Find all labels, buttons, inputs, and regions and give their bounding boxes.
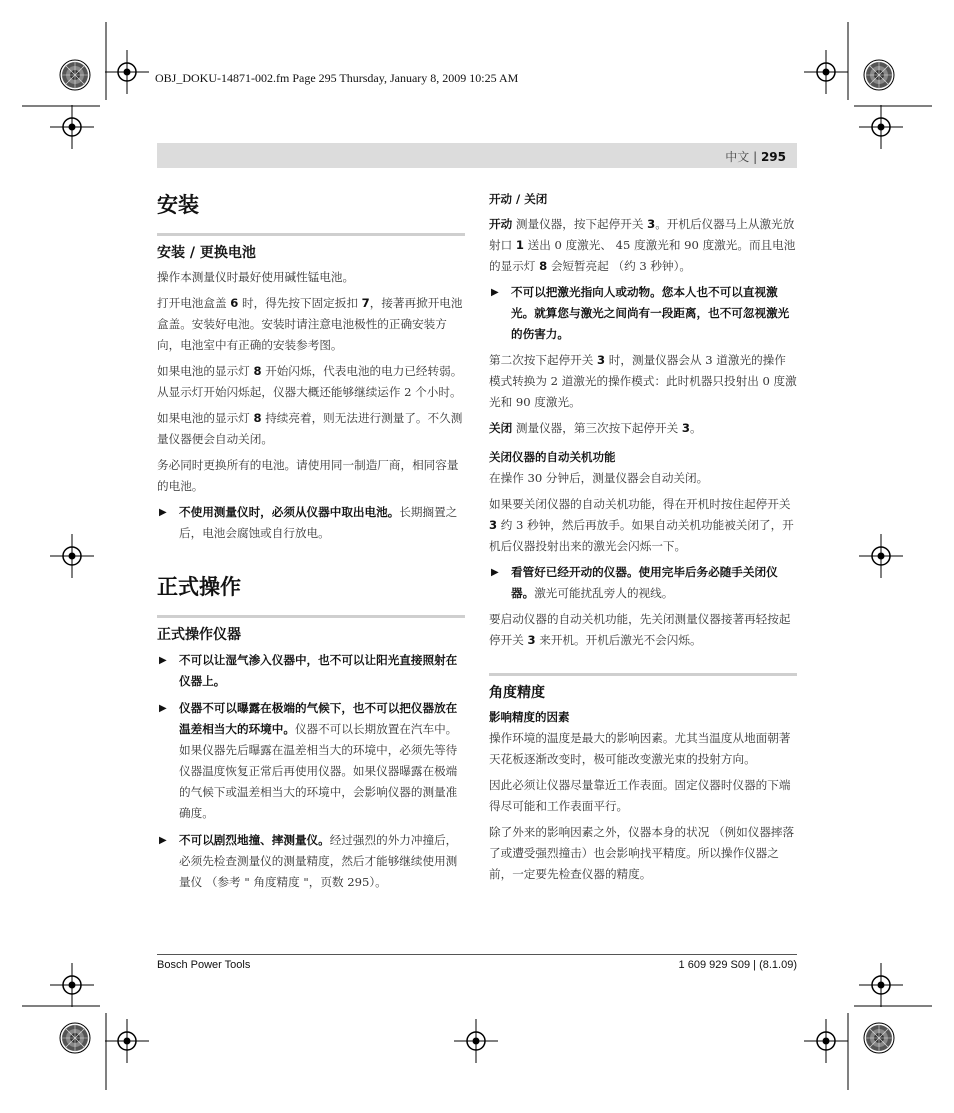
para-temperature: 操作环境的温度是最大的影响因素。尤其当温度从地面朝著天花板逐渐改变时，极可能改变激光束的投射方向。 [489, 731, 791, 766]
para-battery-steady: 如果电池的显示灯 8 持续亮着，则无法进行测量了。不久测量仪器便会自动关闭。 [157, 411, 463, 446]
page-number: 295 [760, 150, 786, 164]
para-disable-auto-off: 如果要关闭仪器的自动关机功能，得在开机时按住起停开关 3 约 3 秒钟，然后再放手。如果自动关机功能被关闭了，开机后仪器投射出来的激光会闪烁一下。 [489, 497, 794, 553]
warning-impact: ▶ 不可以剧烈地撞、摔测量仪。经过强烈的外力冲撞后，必须先检查测量仪的测量精度，然后才能够继续使用测量仪 （参考 " 角度精度 "，页数 295）。 [157, 830, 465, 893]
right-column [489, 190, 797, 885]
heading-angle-accuracy: 角度精度 [489, 673, 797, 702]
para-second-press: 第二次按下起停开关 3 时，测量仪器会从 3 道激光的操作模式转换为 2 道激光的操作模式：此时机器只投射出 0 度激光和 90 度激光。 [489, 353, 797, 409]
warning-marker-icon: ▶ [159, 655, 167, 666]
warning-remove-battery: ▶ 不使用测量仪时，必须从仪器中取出电池。长期搁置之后，电池会腐蚀或自行放电。 [157, 502, 465, 544]
warning-marker-icon: ▶ [159, 835, 167, 846]
para-battery-blink: 如果电池的显示灯 8 开始闪烁，代表电池的电力已经转弱。从显示灯开始闪烁起，仪器大概还能够继续运作 2 个小时。 [157, 364, 463, 399]
para-keep-close: 因此必须让仪器尽量靠近工作表面。固定仪器时仪器的下端得尽可能和工作表面平行。 [489, 778, 791, 813]
footer-rule [157, 954, 797, 955]
para-battery-replace: 务必同时更换所有的电池。请使用同一制造厂商，相同容量的电池。 [157, 458, 459, 493]
warning-marker-icon: ▶ [159, 507, 167, 518]
header-separator: | [753, 150, 758, 164]
para-battery-type: 操作本测量仪时最好使用碱性锰电池。 [157, 270, 355, 284]
heading-battery: 安装 / 更换电池 [157, 233, 465, 262]
footer-docnum: 1 609 929 S09 | (8.1.09) [678, 959, 797, 971]
para-check-accuracy: 除了外来的影响因素之外，仪器本身的状况 （例如仪器摔落了或遭受强烈撞击）也会影响找平精度。所以操作仪器之前，一定要先检查仪器的精度。 [489, 825, 795, 881]
para-battery-install: 打开电池盒盖 6 时，得先按下固定扳扣 7，接著再掀开电池盒盖。安装好电池。安装时请注意电池极性的正确安装方向，电池室中有正确的安装参考图。 [157, 296, 463, 352]
para-switch-on: 开动 测量仪器，按下起停开关 3。开机后仪器马上从激光放射口 1 送出 0 度激光、 45 度激光和 90 度激光。而且电池的显示灯 8 会短暂亮起 （约 3 秒钟）。 [489, 217, 796, 273]
heading-install: 安装 [157, 193, 199, 217]
footer-brand: Bosch Power Tools [157, 959, 251, 971]
header-language: 中文 [725, 150, 750, 164]
heading-auto-off: 关闭仪器的自动关机功能 [489, 450, 616, 464]
warning-marker-icon: ▶ [491, 287, 499, 298]
heading-on-off: 开动 / 关闭 [489, 192, 548, 206]
warning-marker-icon: ▶ [491, 567, 499, 578]
warning-supervise: ▶ 看管好已经开动的仪器。使用完毕后务必随手关闭仪器。激光可能扰乱旁人的视线。 [489, 562, 797, 604]
warning-moisture: ▶ 不可以让湿气渗入仪器中，也不可以让阳光直接照射在仪器上。 [157, 650, 465, 692]
warning-laser-eyes: ▶ 不可以把激光指向人或动物。您本人也不可以直视激光。就算您与激光之间尚有一段距离，也不可忽视激光的伤害力。 [489, 282, 797, 345]
para-enable-auto-off: 要启动仪器的自动关机功能，先关闭测量仪器接著再轻按起停开关 3 来开机。开机后激光不会闪烁。 [489, 612, 791, 647]
left-column [157, 190, 465, 893]
heading-operation: 正式操作 [157, 575, 241, 599]
print-slug: OBJ_DOKU-14871-002.fm Page 295 Thursday, January 8, 2009 10:25 AM [155, 71, 519, 85]
header-bar [157, 143, 797, 168]
warning-marker-icon: ▶ [159, 703, 167, 714]
para-auto-off-time: 在操作 30 分钟后，测量仪器会自动关闭。 [489, 471, 709, 485]
heading-operate-device: 正式操作仪器 [157, 615, 465, 644]
heading-accuracy-factors: 影响精度的因素 [489, 710, 570, 724]
para-switch-off: 关闭 测量仪器，第三次按下起停开关 3。 [489, 421, 702, 435]
page-header [725, 148, 786, 165]
warning-climate: ▶ 仪器不可以曝露在极端的气候下，也不可以把仪器放在温差相当大的环境中。仪器不可以长期放置在汽车中。如果仪器先后曝露在温差相当大的环境中，必须先等待仪器温度恢复正常后再使用仪器。如果仪器曝露在极端的气候下或温差相当大的环境中，会影响仪器的测量准确度。 [157, 698, 465, 824]
